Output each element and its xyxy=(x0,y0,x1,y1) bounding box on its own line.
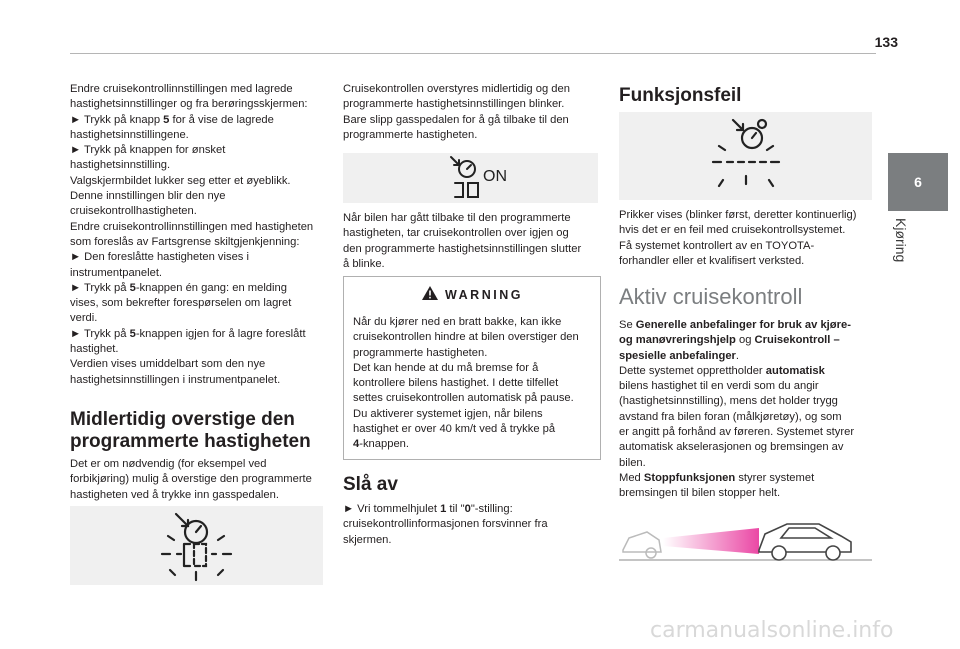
text-line: hastighetsinnstillingen i instrumentpanelet. xyxy=(70,373,281,386)
cruise-on-illustration xyxy=(343,153,598,203)
header-rule xyxy=(70,53,876,54)
text-line: ► Den foreslåtte hastigheten vises i xyxy=(70,251,249,264)
text-line: instrumentpanelet. xyxy=(70,266,163,279)
speed-display-illustration xyxy=(70,506,323,585)
warning-body: Når du kjører ned en bratt bakke, kan ikke cruisekontrollen hindre at bilen overstiger den programmerte hastigheten. Det kan hende at du må bremse for å kontrollere bilens hastighet. I dette tilfellet settes cruisekontrollen automatisk på pause. Du aktiverer systemet igjen, når bilens hastighet er over 40 km/t ved å trykke på 4-knappen. xyxy=(353,315,595,453)
section-heading-overstige: Midlertidig overstige den programmerte hastigheten xyxy=(70,409,311,452)
text-line: hastighet. xyxy=(70,343,119,356)
text-line: vises, som bekrefter forespørselen om lagret xyxy=(70,297,292,310)
text-line: hastighetsinnstilling. xyxy=(70,159,171,172)
text-line: spesielle anbefalinger. xyxy=(619,349,740,362)
column-1 xyxy=(70,82,328,388)
page-number: 133 xyxy=(874,34,898,50)
funksjonsfeil-body: Prikker vises (blinker først, deretter kontinuerlig) hvis det er en feil med cruisekontrollsystemet. Få systemet kontrollert av en TOYOTA- forhandler eller et kvalifisert verksted. xyxy=(619,209,857,267)
cruise-gauge-icon xyxy=(70,506,323,585)
text-line: ► Trykk på knapp 5 for å vise de lagrede xyxy=(70,113,274,126)
column-2-intro: Cruisekontrollen overstyres midlertidig og den programmerte hastighetsinnstillingen blinker. Bare slipp gasspedalen for å gå tilbake til den programmerte hastigheten. xyxy=(343,83,570,141)
section-heading-aktiv: Aktiv cruisekontroll xyxy=(619,284,803,309)
adaptive-cruise-illustration xyxy=(619,510,872,566)
text-line: ► Vri tommelhjulet 1 til "0"-stilling: xyxy=(343,503,513,515)
text-line: Dette systemet opprettholder automatisk xyxy=(619,364,825,377)
chapter-title: Kjøring xyxy=(893,218,909,263)
overstige-body: Det er om nødvendig (for eksempel ved forbikjøring) mulig å overstige den programmerte hastigheten ved å trykke inn gasspedalen. xyxy=(70,458,312,501)
warning-title: WARNING xyxy=(445,288,523,302)
text-line: hastighetsinnstillinger og fra berøringsskjermen: xyxy=(70,98,308,111)
text-line: Valgskjermbildet lukker seg etter et øyeblikk. xyxy=(70,174,291,187)
text-line: Endre cruisekontrollinnstillingen med hastigheten xyxy=(70,220,314,233)
text-line: Endre cruisekontrollinnstillingen med lagrede xyxy=(70,83,293,95)
text-line: hastighetsinnstillingene. xyxy=(70,128,189,141)
text-line: Se Generelle anbefalinger for bruk av kjøre- xyxy=(619,319,851,331)
warning-box xyxy=(343,276,601,460)
column-2-after: Når bilen har gått tilbake til den programmerte hastigheten, tar cruisekontrollen over igjen og den programmerte hastighetsinnstillingen slutter å blinke. xyxy=(343,212,582,270)
text-line: ► Trykk på 5-knappen igjen for å lagre foreslått xyxy=(70,327,306,340)
text-line: Verdien vises umiddelbart som den nye xyxy=(70,358,266,371)
warning-triangle-icon xyxy=(421,285,439,301)
car-distance-icon xyxy=(619,510,872,566)
fault-display-illustration xyxy=(619,112,872,200)
cruise-fault-icon xyxy=(619,112,872,200)
aktiv-body: Se Generelle anbefalinger for bruk av kjøre- og manøvreringshjelp og Cruisekontroll – spesielle anbefalinger. Dette systemet opprettholder automatisk bilens hastighet til en verdi som du angir (hastighetsinnstilling), mens det holder trygg avstand fra bilen foran (målkjøretøy), og som er angitt på forhånd av føreren. Systemet styrer automatisk akselerasjonen og bremsingen av bilen. Med Stoppfunksjonen styrer systemet bremsingen til bilen stopper helt. xyxy=(619,318,877,502)
text-line: Denne innstillingen blir den nye xyxy=(70,190,226,203)
slaa-av-body: ► Vri tommelhjulet 1 til "0"-stilling: cruisekontrollinformasjonen forsvinner fra skjermen. xyxy=(343,502,601,548)
text-line: ► Trykk på knappen for ønsket xyxy=(70,144,226,157)
cruise-on-icon xyxy=(343,153,598,203)
watermark: carmanualsonline.info xyxy=(650,618,894,643)
section-heading-slaa-av: Slå av xyxy=(343,474,398,495)
text-line: 4-knappen. xyxy=(353,438,409,451)
on-label: ON xyxy=(483,168,507,185)
chapter-tab[interactable]: 6 xyxy=(888,153,948,211)
text-line: cruisekontrollhastigheten. xyxy=(70,205,197,218)
text-line: Med Stoppfunksjonen styrer systemet xyxy=(619,471,815,484)
text-line: verdi. xyxy=(70,312,98,325)
text-line: som foreslås av Fartsgrense skiltgjenkjenning: xyxy=(70,235,300,248)
section-heading-funksjonsfeil: Funksjonsfeil xyxy=(619,85,742,106)
text-line: og manøvreringshjelp og Cruisekontroll – xyxy=(619,334,840,347)
text-line: ► Trykk på 5-knappen én gang: en melding xyxy=(70,281,287,294)
